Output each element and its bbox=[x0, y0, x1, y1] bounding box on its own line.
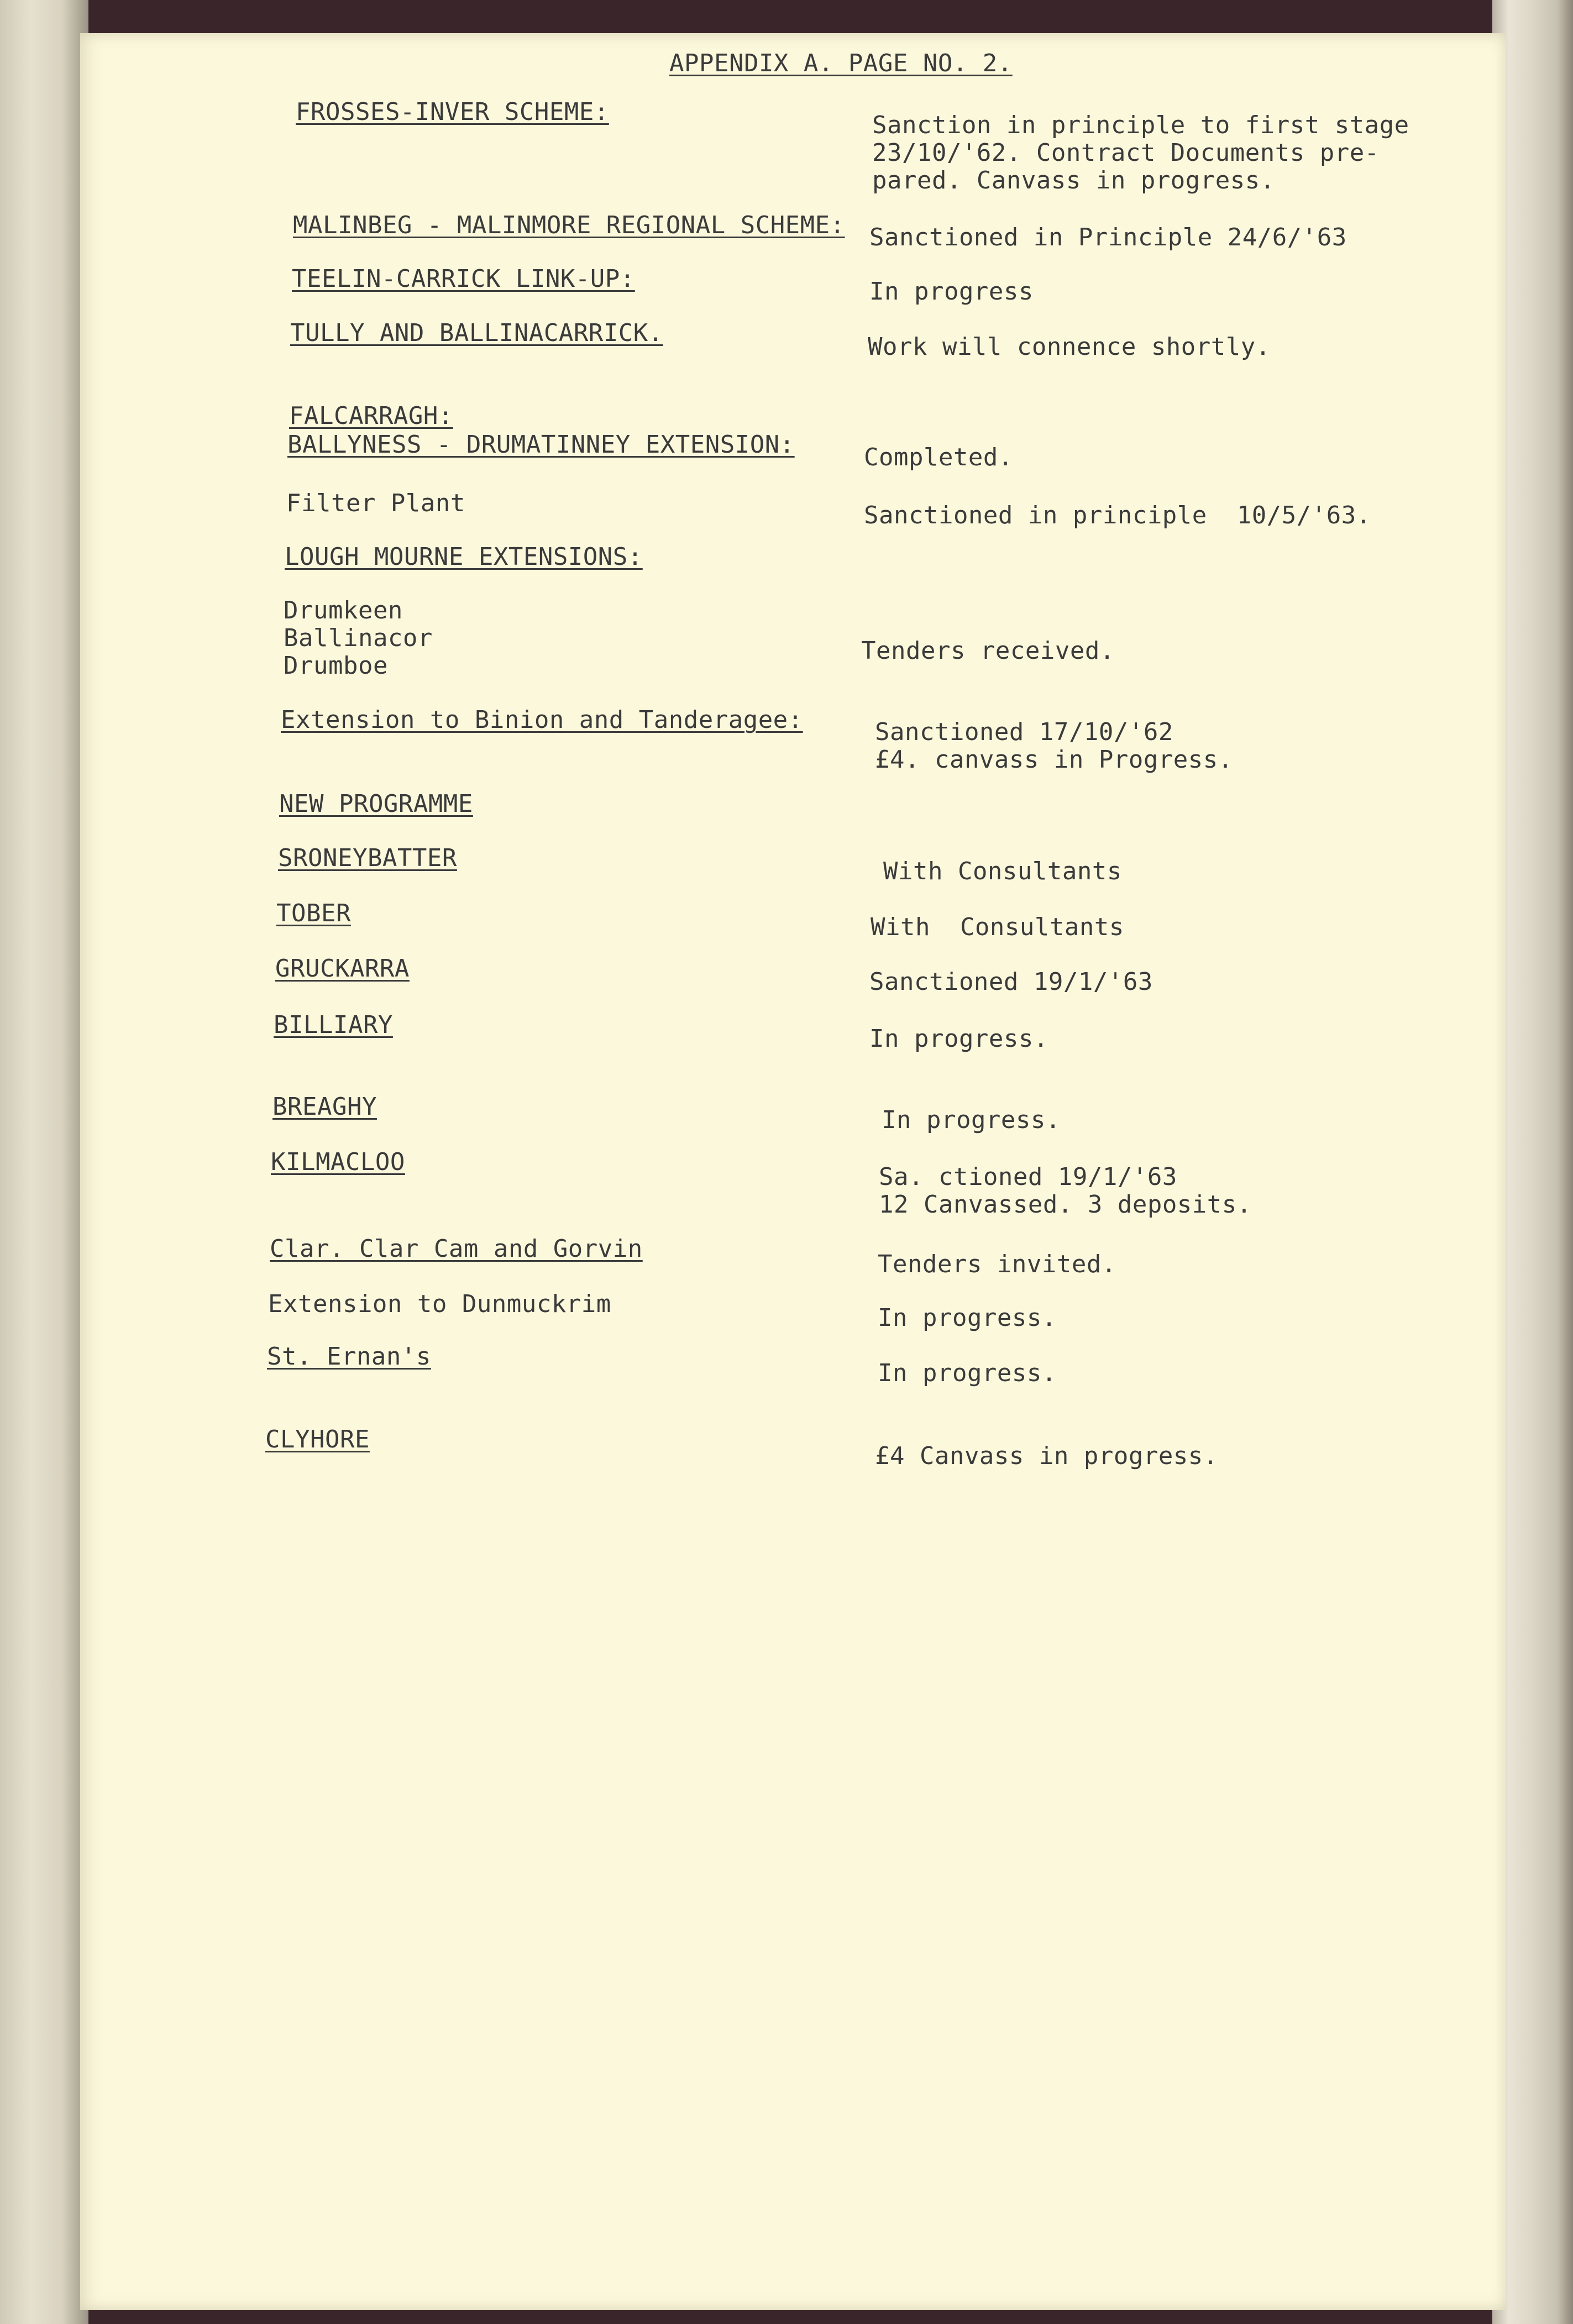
entry-status-gruckarra: Sanctioned 19/1/'63 bbox=[869, 968, 1153, 996]
entry-name-tully: TULLY AND BALLINACARRICK. bbox=[290, 319, 663, 347]
entry-name-kilmacloo: KILMACLOO bbox=[271, 1148, 405, 1176]
entry-name-dunmuckrim: Extension to Dunmuckrim bbox=[268, 1290, 611, 1318]
entry-status-dunmuckrim: In progress. bbox=[878, 1304, 1057, 1332]
entry-name-clar: Clar. Clar Cam and Gorvin bbox=[270, 1235, 643, 1263]
entry-name-filter-plant: Filter Plant bbox=[286, 489, 465, 517]
entry-name-ballyness: BALLYNESS - DRUMATINNEY EXTENSION: bbox=[287, 431, 795, 459]
entry-status-filter-plant: Sanctioned in principle 10/5/'63. bbox=[864, 501, 1371, 529]
entry-name-sroneybatter: SRONEYBATTER bbox=[278, 844, 457, 872]
page-title: APPENDIX A. PAGE NO. 2. bbox=[669, 49, 1013, 77]
entry-name-falcarragh: FALCARRAGH: bbox=[289, 402, 453, 430]
entry-status-tully: Work will connence shortly. bbox=[868, 333, 1271, 361]
book-spine-left bbox=[0, 0, 88, 2324]
document-page bbox=[80, 33, 1506, 2310]
entry-status-clyhore: £4 Canvass in progress. bbox=[875, 1442, 1218, 1470]
entry-status-teelin: In progress bbox=[869, 277, 1034, 306]
entry-name-teelin: TEELIN-CARRICK LINK-UP: bbox=[292, 265, 635, 293]
entry-status-breaghy: In progress. bbox=[882, 1106, 1061, 1134]
entry-name-binion: Extension to Binion and Tanderagee: bbox=[281, 706, 803, 734]
entry-name-clyhore: CLYHORE bbox=[265, 1425, 370, 1454]
entry-status-sroneybatter: With Consultants bbox=[883, 857, 1122, 885]
entry-name-gruckarra: GRUCKARRA bbox=[275, 954, 410, 983]
entry-status-binion: Sanctioned 17/10/'62 £4. canvass in Progress. bbox=[875, 718, 1233, 774]
entry-name-tober: TOBER bbox=[276, 899, 351, 927]
entry-name-st-ernans: St. Ernan's bbox=[267, 1342, 431, 1371]
entry-status-malinbeg: Sanctioned in Principle 24/6/'63 bbox=[869, 223, 1347, 251]
entry-name-malinbeg: MALINBEG - MALINMORE REGIONAL SCHEME: bbox=[293, 211, 845, 239]
entry-status-tober: With Consultants bbox=[871, 913, 1124, 941]
entry-name-billiary: BILLIARY bbox=[274, 1011, 393, 1039]
entry-status-drumkeen-list: Tenders received. bbox=[861, 637, 1115, 665]
entry-status-st-ernans: In progress. bbox=[878, 1359, 1057, 1387]
entry-status-ballyness: Completed. bbox=[864, 443, 1013, 471]
entry-status-frosses-inver: Sanction in principle to first stage 23/10/'62. Contract Documents pre- pared. Canvass in progress. bbox=[872, 111, 1409, 195]
entry-status-clar: Tenders invited. bbox=[878, 1250, 1116, 1278]
entry-name-lough-mourne: LOUGH MOURNE EXTENSIONS: bbox=[285, 543, 643, 571]
section-new-programme: NEW PROGRAMME bbox=[279, 790, 473, 818]
entry-name-breaghy: BREAGHY bbox=[272, 1093, 377, 1121]
entry-status-kilmacloo: Sa. ctioned 19/1/'63 12 Canvassed. 3 deposits. bbox=[879, 1163, 1252, 1219]
entry-name-drumkeen-list: Drumkeen Ballinacor Drumboe bbox=[284, 596, 433, 680]
entry-name-frosses-inver: FROSSES-INVER SCHEME: bbox=[296, 98, 609, 126]
entry-status-billiary: In progress. bbox=[869, 1025, 1048, 1053]
